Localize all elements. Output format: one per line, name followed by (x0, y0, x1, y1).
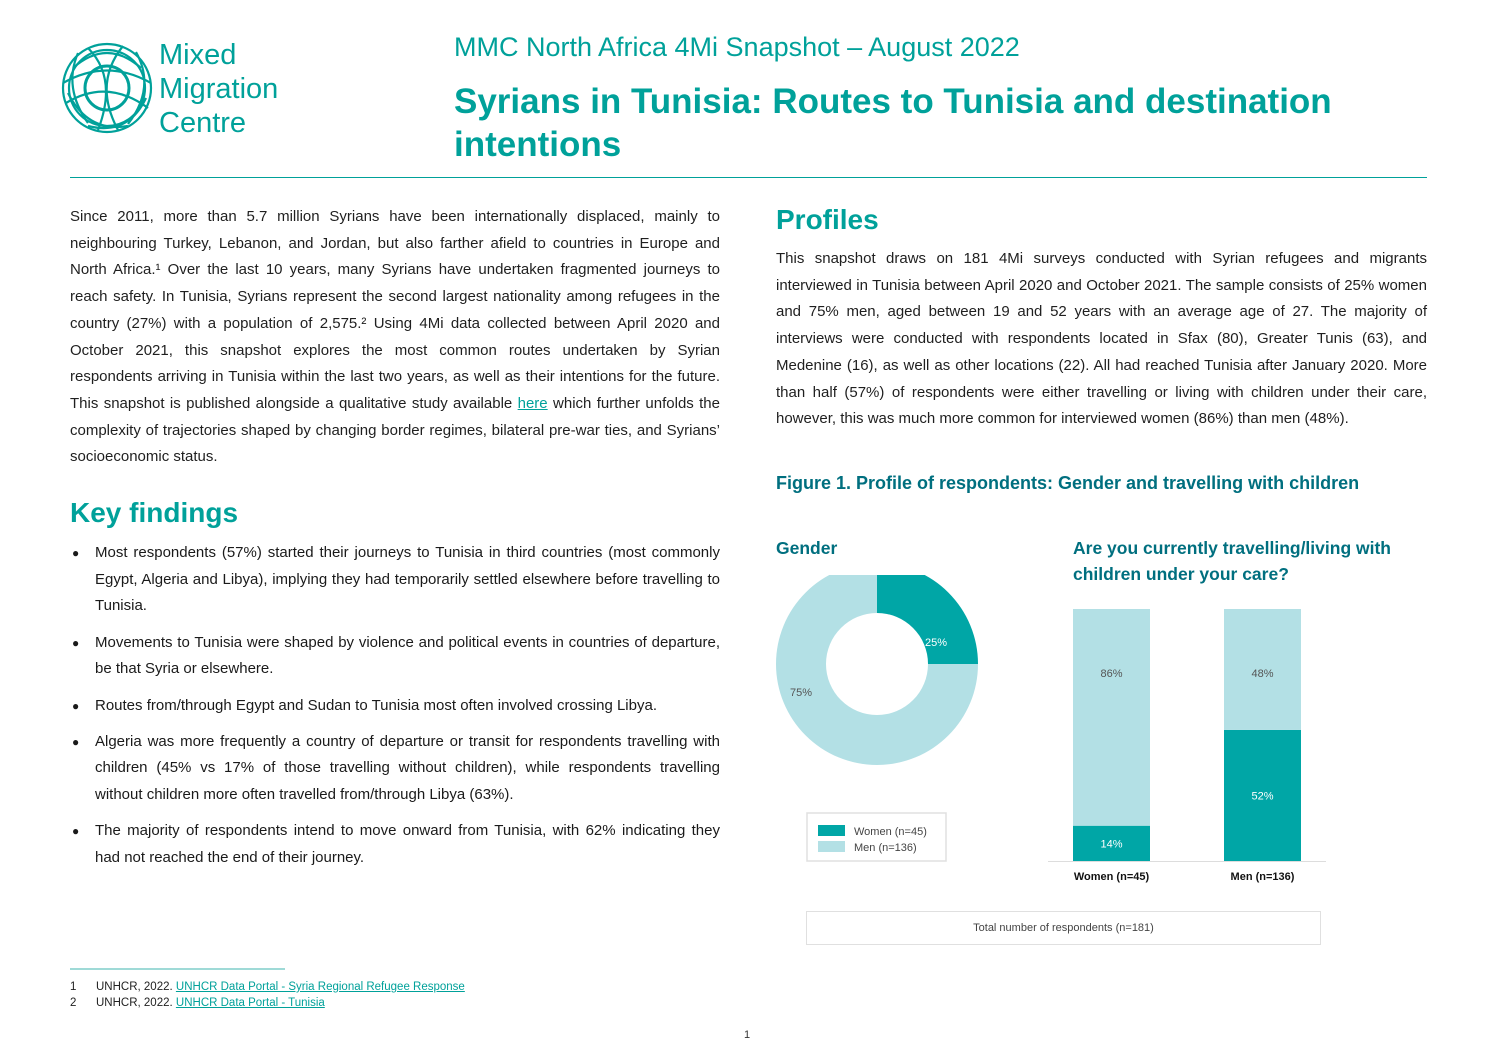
bullet-icon: ● (72, 824, 80, 839)
study-link[interactable]: here (517, 394, 548, 412)
intro-paragraph (70, 204, 720, 471)
page-title: Syrians in Tunisia: Routes to Tunisia and destination intentions (454, 82, 1332, 164)
bar-label-0-1: 86% (1100, 668, 1123, 680)
total-respondents-box (806, 911, 1321, 945)
logo-mark-icon (58, 38, 156, 136)
list-item: ● Algeria was more frequently a country of departure or transit for respondents travelling with children (45% vs 17% of those travelling without children), while respondents travelling without children more often travelled from/through Libya (63%). (70, 729, 720, 809)
bar-0-series-1 (1073, 609, 1150, 826)
category-label-1: Men (n=136) (1230, 871, 1295, 883)
footnote-divider (70, 968, 285, 970)
key-findings-list (70, 540, 720, 881)
bar-label-0-0: 14% (1100, 838, 1123, 851)
logo-line-3: Centre (159, 107, 247, 139)
bullet-icon: ● (72, 698, 80, 713)
donut-label-women: 25% (924, 637, 948, 649)
bullet-icon: ● (72, 546, 80, 560)
figure-title: Figure 1. Profile of respondents: Gender and travelling with children (776, 473, 1360, 493)
intro-text-start: Since 2011, more than 5.7 million Syrians have been internationally displaced, mainly to neighbouring Turkey, Lebanon, and Jordan, but also farther afield to countries in Europe and North Africa.¹ Over the last 10 years, many Syrians have undertaken fragmented journeys to reach safety. In Tunisia, Syrians represent the second largest nationality among refugees in the country (27%) with a population of 2,575.² Using 4Mi data collected between April 2020 and October 2021, this snapshot explores the most common routes undertaken by Syrian respondents arriving in Tunisia within the last two years, as well as their intentions for the future. This snapshot is published alongside a qualitative study available (70, 208, 720, 412)
bullet-icon: ● (72, 734, 80, 749)
profiles-heading: Profiles (776, 204, 879, 235)
footnote-2-link[interactable]: UNHCR Data Portal - Tunisia (175, 997, 325, 1009)
logo-line-1: Mixed (159, 39, 237, 71)
list-item: ● Movements to Tunisia were shaped by violence and political events in countries of departure, be that Syria or elsewhere. (70, 630, 720, 683)
donut-slice-women (877, 575, 978, 664)
footnote-1-link[interactable]: UNHCR Data Portal - Syria Regional Refugee Response (175, 981, 465, 993)
legend-label-0: Women (n=45) (854, 826, 927, 838)
list-item: ● Routes from/through Egypt and Sudan to Tunisia most often involved crossing Libya. (70, 693, 720, 720)
intro-text-end: which further unfolds the complexity of trajectories shaped by changing border regimes, bilateral pre-war ties, and Syrians’ socioeconomic status. (70, 394, 720, 466)
legend-swatch-1 (818, 841, 845, 852)
gender-chart-title: Gender (776, 538, 838, 558)
bullet-icon: ● (72, 635, 80, 650)
bar-label-1-0: 52% (1251, 790, 1274, 803)
legend-swatch-0 (818, 825, 845, 836)
legend-label-1: Men (n=136) (854, 842, 917, 854)
logo-line-2: Migration (159, 73, 279, 105)
profiles-paragraph: This snapshot draws on 181 4Mi surveys conducted with Syrian refugees and migrants interviewed in Tunisia between April 2020 and October 2021. The sample consists of 25% women and 75% men, aged between 19 and 52 years with an average age of 27. The majority of interviews were conducted with respondents located in Sfax (80), Greater Tunis (63), and Medenine (16), as well as other locations (22). All had reached Tunisia after January 2020. More than half (57%) of respondents were either travelling or living with children under their care, however, this was much more common for interviewed women (86%) than men (48%). (776, 250, 1427, 428)
bar-label-1-1: 48% (1251, 668, 1274, 680)
total-respondents-label: Total number of respondents (n=181) (973, 922, 1154, 934)
category-label-0: Women (n=45) (1073, 871, 1150, 883)
donut-label-men: 75% (789, 687, 813, 699)
report-series-title: MMC North Africa 4Mi Snapshot – August 2022 (454, 32, 1020, 62)
list-item: ● Most respondents (57%) started their journeys to Tunisia in third countries (most commonly Egypt, Algeria and Libya), implying they had temporarily settled elsewhere before travelling to Tunisia. (70, 540, 720, 620)
profile-charts (770, 575, 1340, 895)
header-divider (70, 177, 1427, 178)
list-item: ● The majority of respondents intend to move onward from Tunisia, with 62% indicating they had not reached the end of their journey. (70, 818, 720, 871)
footnote-1: 1 UNHCR, 2022. UNHCR Data Portal - Syria Regional Refugee Response (70, 981, 465, 993)
children-chart-title: Are you currently travelling/living with children under your care? (1073, 538, 1391, 584)
footnote-2: 2 UNHCR, 2022. UNHCR Data Portal - Tunisia (70, 997, 325, 1009)
logo (58, 38, 308, 138)
page-number: 1 (744, 1029, 751, 1041)
key-findings-heading: Key findings (70, 497, 239, 528)
